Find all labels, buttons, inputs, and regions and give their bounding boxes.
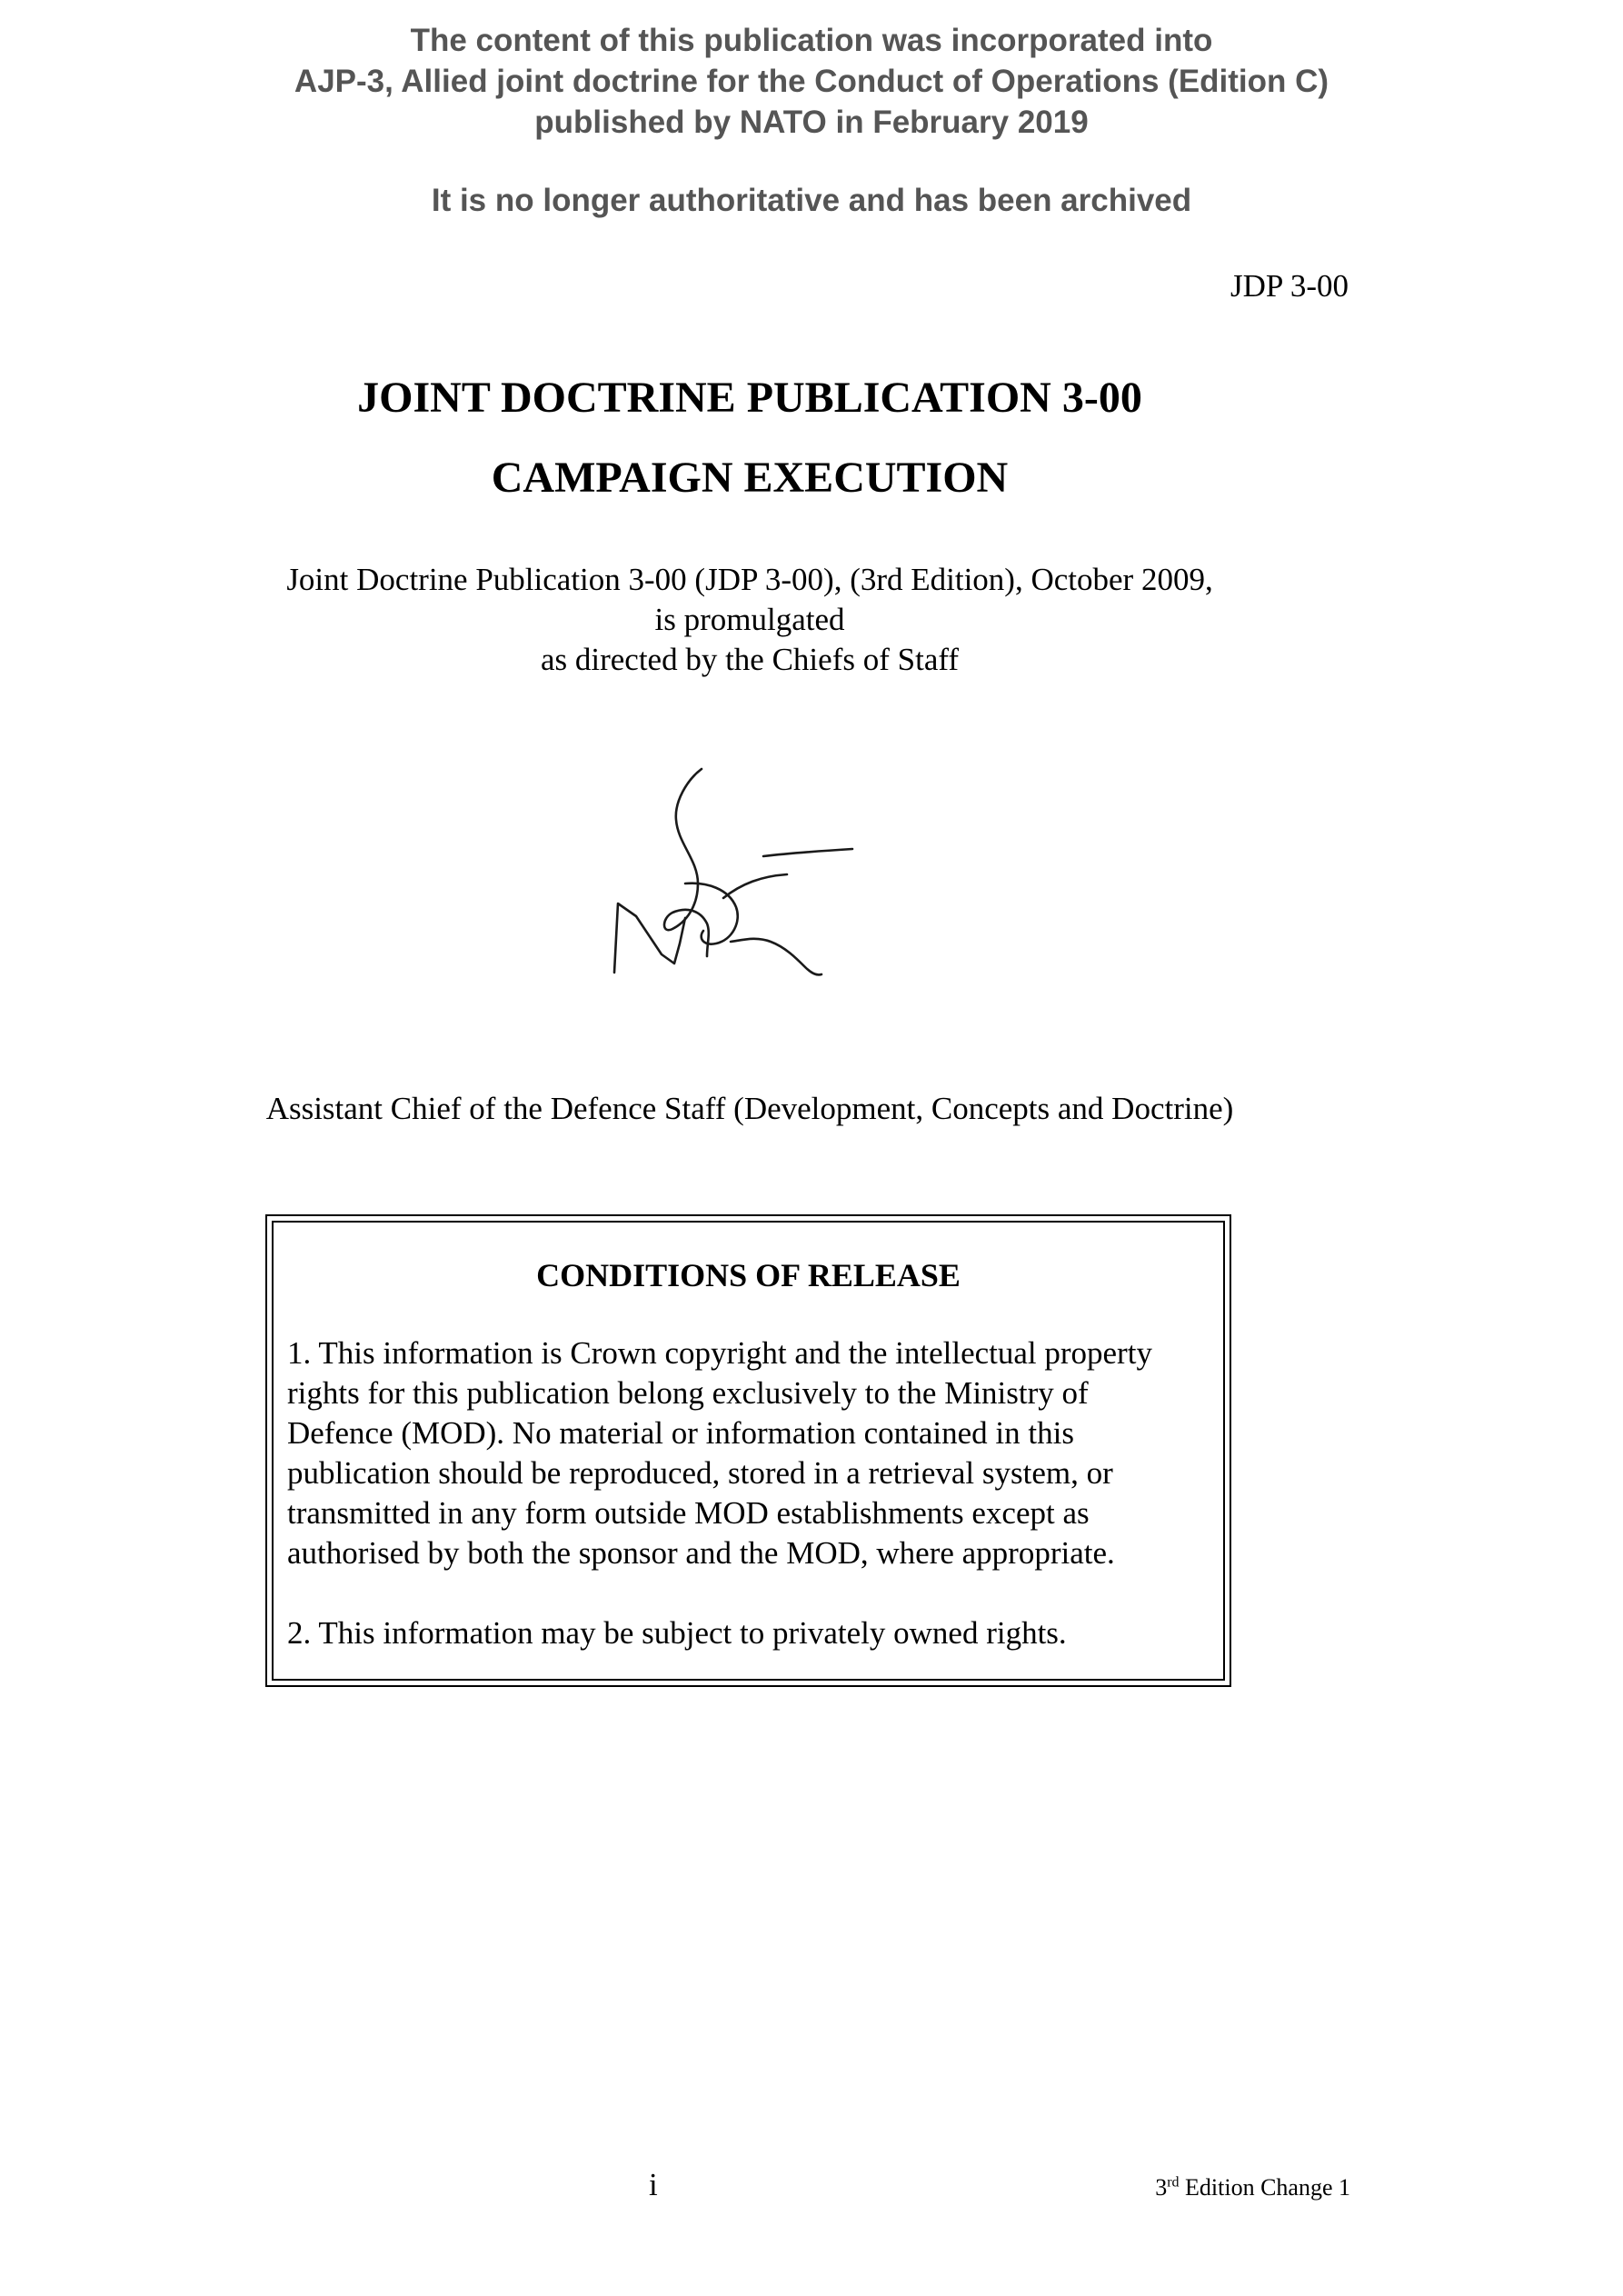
edition-note: [1155, 2172, 1350, 2203]
release-paragraph-line: transmitted in any form outside MOD establishments except as: [287, 1495, 1090, 1531]
page-subtitle: CAMPAIGN EXECUTION: [491, 454, 1009, 502]
release-paragraph-line: Defence (MOD). No material or information contained in this: [287, 1415, 1074, 1451]
promulgation-line: Joint Doctrine Publication 3-00 (JDP 3-00), (3rd Edition), October 2009,: [286, 562, 1213, 597]
edition-ordinal-suffix: rd: [1167, 2174, 1180, 2191]
release-paragraph-1: [287, 1333, 1152, 1573]
edition-text: Edition Change 1: [1179, 2174, 1350, 2201]
release-box-inner-border: [272, 1221, 1225, 1681]
promulgation-line: as directed by the Chiefs of Staff: [540, 642, 960, 677]
edition-number: 3: [1155, 2174, 1168, 2201]
release-paragraph-line: rights for this publication belong exclusively to the Ministry of: [287, 1375, 1089, 1411]
handwritten-signature: [609, 762, 881, 989]
promulgation-line: is promulgated: [654, 602, 845, 637]
archive-notice-line: AJP-3, Allied joint doctrine for the Conduct of Operations (Edition C): [294, 64, 1329, 99]
release-paragraph-line: 1. This information is Crown copyright and the intellectual property: [287, 1335, 1152, 1371]
conditions-of-release-box: [265, 1214, 1231, 1687]
release-paragraph-2: [287, 1613, 1067, 1653]
release-paragraph-line: publication should be reproduced, stored in a retrieval system, or: [287, 1455, 1113, 1491]
archive-notice: [0, 20, 1623, 221]
release-paragraph-line: authorised by both the sponsor and the MOD, where appropriate.: [287, 1535, 1115, 1571]
archive-status-line: It is no longer authoritative and has been archived: [431, 183, 1192, 218]
archive-notice-spacer: [0, 143, 1623, 180]
page-number: i: [649, 2167, 658, 2202]
document-reference: JDP 3-00: [1230, 268, 1349, 304]
archive-notice-line: The content of this publication was incorporated into: [410, 23, 1213, 58]
archive-notice-line: published by NATO in February 2019: [534, 105, 1089, 140]
release-box-title: CONDITIONS OF RELEASE: [536, 1257, 961, 1293]
signatory-title: Assistant Chief of the Defence Staff (Development, Concepts and Doctrine): [265, 1091, 1234, 1126]
promulgation-statement: [0, 560, 1499, 680]
release-paragraph-line: 2. This information may be subject to privately owned rights.: [287, 1615, 1067, 1651]
page-title: JOINT DOCTRINE PUBLICATION 3-00: [357, 374, 1142, 422]
